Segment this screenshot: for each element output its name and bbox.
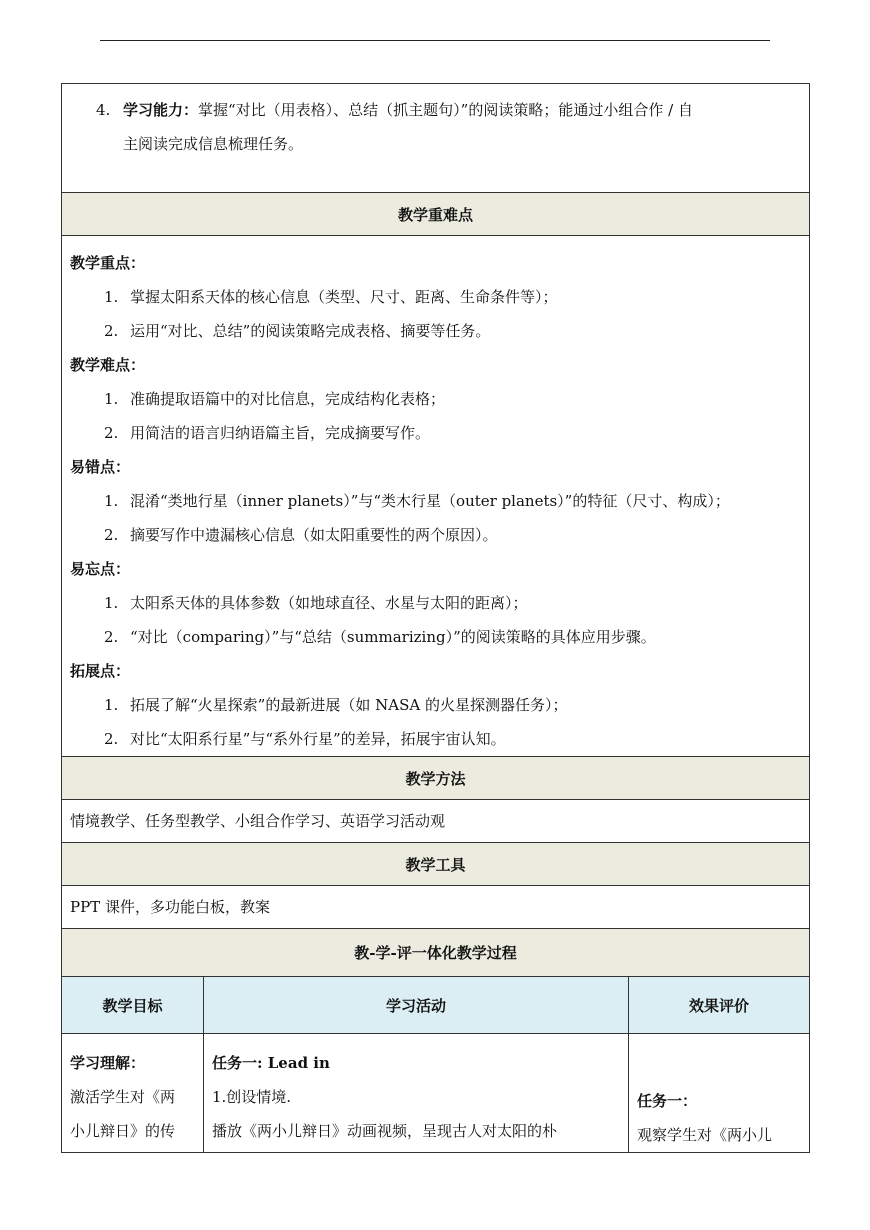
key-points-heading-text: 教学重难点 xyxy=(397,205,473,224)
methods-content-row xyxy=(62,800,809,843)
key-group-item xyxy=(70,382,809,416)
item-number: 1. xyxy=(104,288,119,306)
item-number: 1. xyxy=(104,696,119,714)
ability-number: 4. xyxy=(96,101,111,119)
item-text: 太阳系天体的具体参数（如地球直径、水星与太阳的距离）； xyxy=(130,594,528,612)
key-group-item xyxy=(70,722,809,756)
column-header-evaluation xyxy=(628,977,809,1033)
tools-content-row xyxy=(62,886,809,929)
key-points-body xyxy=(62,236,809,757)
key-points-heading xyxy=(62,193,809,236)
header-rule xyxy=(100,40,770,41)
key-group-item xyxy=(70,620,809,654)
activity-line: 播放《两小儿辩日》动画视频，呈现古人对太阳的朴 xyxy=(212,1122,558,1140)
evaluation-cell xyxy=(628,1034,809,1152)
item-number: 2. xyxy=(104,730,119,748)
item-text: 掌握太阳系天体的核心信息（类型、尺寸、距离、生命条件等）； xyxy=(130,288,558,306)
ability-line2: 主阅读完成信息梳理任务。 xyxy=(123,135,304,153)
activity-cell xyxy=(203,1034,628,1152)
lesson-plan-table xyxy=(61,83,810,1153)
item-text: 摘要写作中遗漏核心信息（如太阳重要性的两个原因）。 xyxy=(130,526,498,544)
item-number: 2. xyxy=(104,628,119,646)
ability-row xyxy=(62,84,809,193)
key-points-groups xyxy=(70,246,809,756)
goal-label: 学习理解： xyxy=(70,1054,146,1072)
process-heading-text: 教-学-评一体化教学过程 xyxy=(354,944,517,962)
item-number: 1. xyxy=(104,594,119,612)
key-group-title: 拓展点： xyxy=(70,662,131,680)
key-group-item xyxy=(70,518,809,552)
methods-content: 情境教学、任务型教学、小组合作学习、英语学习活动观 xyxy=(70,812,446,830)
goal-line: 激活学生对《两 xyxy=(70,1088,176,1106)
column-header-goal-text: 教学目标 xyxy=(102,996,163,1015)
item-text: 拓展了解“火星探索”的最新进展（如 NASA 的火星探测器任务）； xyxy=(130,696,568,714)
evaluation-task: 任务一： xyxy=(637,1092,698,1110)
tools-content: PPT 课件，多功能白板，教案 xyxy=(70,898,270,916)
key-group-item xyxy=(70,314,809,348)
ability-label: 学习能力： xyxy=(123,101,199,119)
process-column-headers xyxy=(62,977,809,1034)
key-group-item xyxy=(70,688,809,722)
item-number: 1. xyxy=(104,390,119,408)
key-group-title: 易错点： xyxy=(70,458,131,476)
column-header-goal xyxy=(62,977,203,1033)
process-heading xyxy=(62,929,809,977)
key-group-item xyxy=(70,484,809,518)
key-group-title: 教学重点： xyxy=(70,254,146,272)
tools-heading-text: 教学工具 xyxy=(405,855,466,874)
item-text: 运用“对比、总结”的阅读策略完成表格、摘要等任务。 xyxy=(130,322,491,340)
key-group-title: 教学难点： xyxy=(70,356,146,374)
item-text: 对比“太阳系行星”与“系外行星”的差异，拓展宇宙认知。 xyxy=(130,730,506,748)
goal-cell xyxy=(62,1034,203,1152)
item-text: 用简洁的语言归纳语篇主旨，完成摘要写作。 xyxy=(130,424,431,442)
column-header-activity-text: 学习活动 xyxy=(385,996,446,1015)
activity-task: 任务一: Lead in xyxy=(212,1054,330,1072)
key-group-item xyxy=(70,280,809,314)
goal-line: 小儿辩日》的传 xyxy=(70,1122,176,1140)
key-group-item xyxy=(70,586,809,620)
item-text: “对比（comparing）”与“总结（summarizing）”的阅读策略的具体应用步骤。 xyxy=(130,628,656,646)
activity-line: 1.创设情境. xyxy=(212,1088,292,1106)
column-header-evaluation-text: 效果评价 xyxy=(688,996,749,1015)
methods-heading xyxy=(62,757,809,800)
ability-line1: 掌握“对比（用表格）、总结（抓主题句）”的阅读策略；能通过小组合作 / 自 xyxy=(198,101,693,119)
key-group-item xyxy=(70,416,809,450)
key-group-title: 易忘点： xyxy=(70,560,131,578)
item-number: 2. xyxy=(104,424,119,442)
tools-heading xyxy=(62,843,809,886)
column-header-activity xyxy=(203,977,628,1033)
item-text: 准确提取语篇中的对比信息，完成结构化表格； xyxy=(130,390,446,408)
methods-heading-text: 教学方法 xyxy=(405,769,466,788)
item-number: 1. xyxy=(104,492,119,510)
item-number: 2. xyxy=(104,322,119,340)
evaluation-line: 观察学生对《两小儿 xyxy=(637,1126,773,1144)
item-text: 混淆“类地行星（inner planets）”与“类木行星（outer planets）”的特征（尺寸、构成）； xyxy=(130,492,730,510)
process-row xyxy=(62,1034,809,1153)
item-number: 2. xyxy=(104,526,119,544)
